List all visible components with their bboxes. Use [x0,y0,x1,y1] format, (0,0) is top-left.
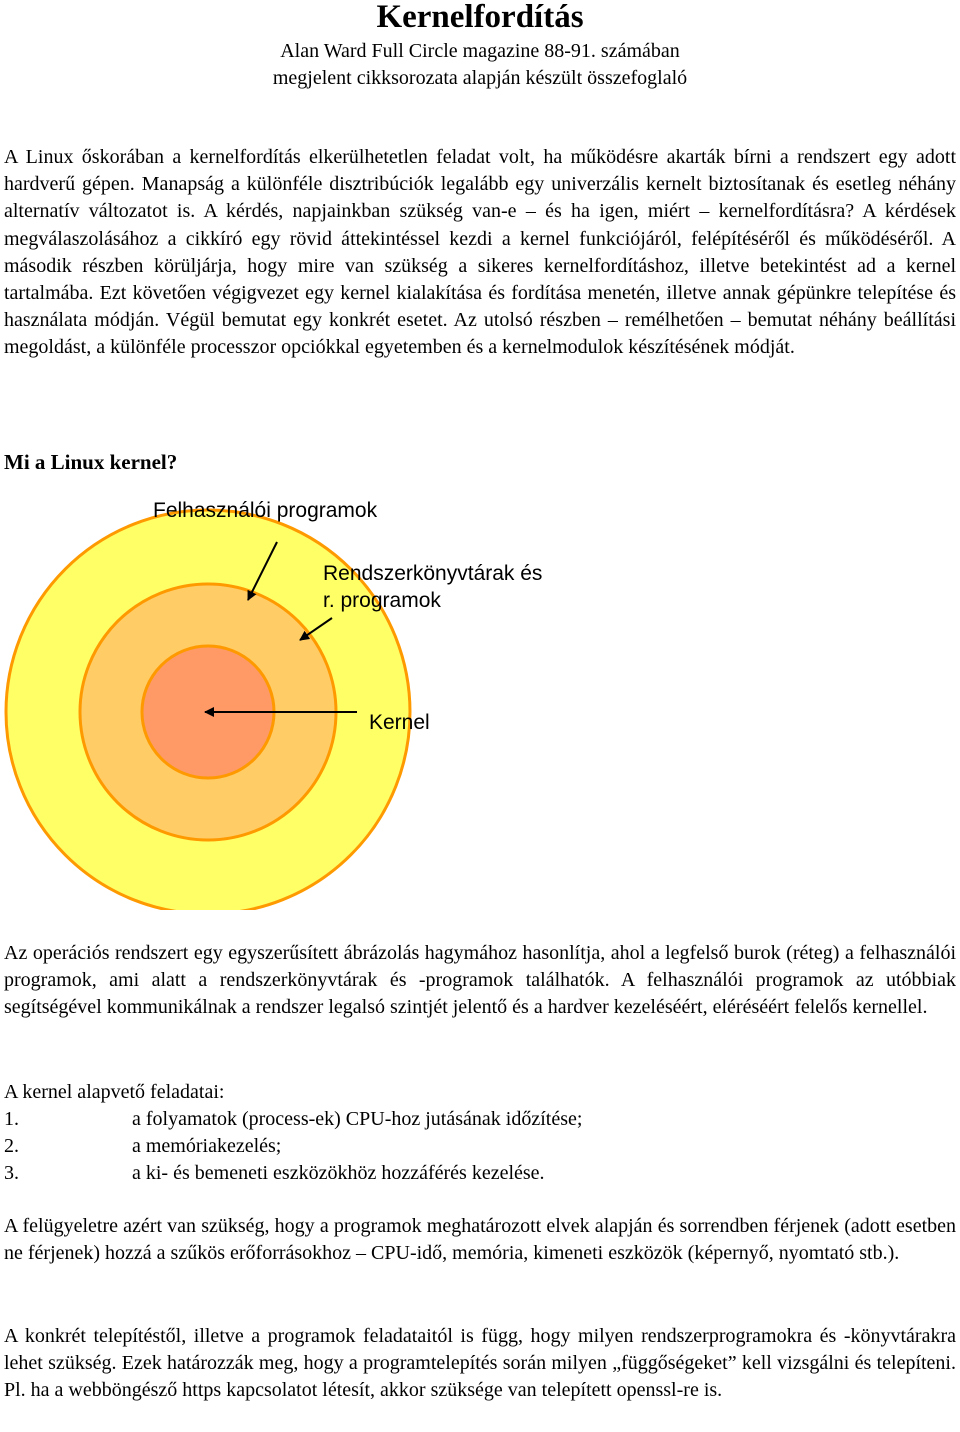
tasks-title: A kernel alapvető feladatai: [4,1081,225,1103]
list-item [4,1133,944,1160]
label-libraries-line-1: Rendszerkönyvtárak és [323,562,543,585]
page-subtitle [0,38,960,92]
list-item-text: a folyamatok (process-ek) CPU-hoz jutásának időzítése; [132,1108,583,1130]
label-kernel: Kernel [369,711,430,734]
list-item-number: 3. [4,1162,19,1185]
label-user-programs: Felhasználói programok [153,499,378,522]
list-item [4,1106,944,1133]
list-item-text: a ki- és bemeneti eszközökhöz hozzáférés kezelése. [132,1162,545,1185]
tasks-list [4,1106,944,1188]
paragraph-dependencies: A konkrét telepítéstől, illetve a programok feladataitól is függ, hogy milyen rendszerprogramokra és -könyvtárakra lehet szükség. Ezek határozzák meg, hogy a programtelepítés során milyen „függőségeket” kell vizsgálni és telepíteni. Pl. ha a webböngésző https kapcsolatot létesít, akkor szüksége van telepített openssl-re is. [4,1325,956,1402]
list-item [4,1160,944,1187]
paragraph-supervision: A felügyeletre azért van szükség, hogy a programok meghatározott elvek alapján és sorrendben férjenek (adott esetben ne férjenek) hozzá a szűkös erőforrásokhoz – CPU-idő, memória, kimeneti eszközök (képernyő, nyomtató stb.). [4,1215,956,1265]
paragraph-after-diagram: Az operációs rendszert egy egyszerűsített ábrázolás hagymához hasonlítja, ahol a legfelső burok (réteg) a felhasználói programok, ami alatt a rendszerkönyvtárak és -programok találhatók. A felhasználói programok az utóbbiak segítségével kommunikálnak a rendszer legalsó szintjét jelentő és a hardver kezeléséért, eléréséért felelős kernellel. [4,942,956,1019]
list-item-number: 2. [4,1135,19,1158]
subtitle-line-2: megjelent cikksorozata alapján készült összefoglaló [272,67,688,89]
subtitle-line-1: Alan Ward Full Circle magazine 88-91. számában [280,40,680,62]
intro-paragraph: A Linux őskorában a kernelfordítás elkerülhetetlen feladat volt, ha működésre akarták bírni a rendszert egy adott hardverű gépen. Manapság a különféle disztribúciók legalább egy univerzális kernelt biztosítanak és esetleg néhány alternatív változatot is. A kérdés, napjainkban szükség van-e – és ha igen, miért – kernelfordításra? A kérdések megválaszolásához a cikkíró egy rövid áttekintéssel kezdi a kernel funkciójáról, felépítéséről és működéséről. A második részben körüljárja, hogy mire van szükség a sikeres kernelfordításhoz, illetve betekintést ad a kernel tartalmába. Ezt követően végigvezet egy kernel kialakítása és fordítása menetén, illetve annak gépünkre telepítése és használata módján. Végül bemutat egy konkrét esetet. Az utolsó részben – remélhetően – bemutat néhány beállítási megoldást, a különféle processzor opciókkal egyetemben és a kernelmodulok készítésének módját. [4,146,956,359]
section-heading: Mi a Linux kernel? [4,450,178,474]
list-item-number: 1. [4,1108,19,1130]
onion-diagram [0,490,960,910]
page-title: Kernelfordítás [376,0,584,35]
list-item-text: a memóriakezelés; [132,1135,282,1158]
label-libraries-line-2: r. programok [323,589,441,612]
